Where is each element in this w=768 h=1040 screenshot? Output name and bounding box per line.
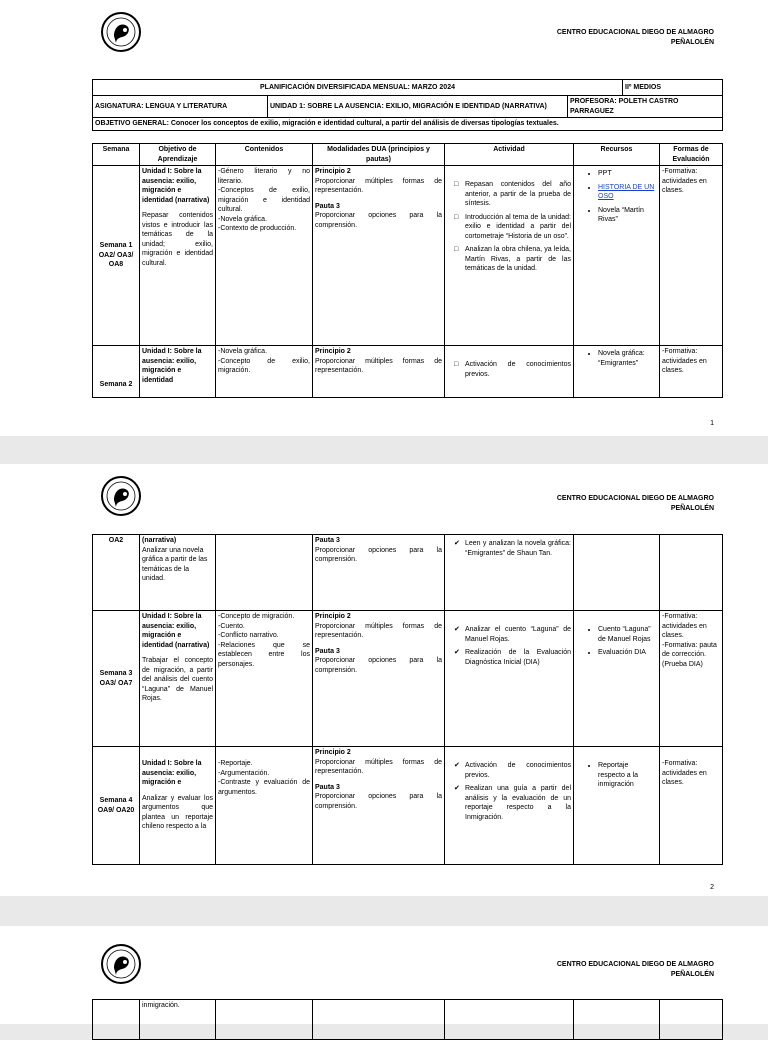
recursos-2-cont-cell [574,535,660,611]
school-name-line2: PEÑALOLÉN [670,39,714,46]
school-name-line2: PEÑALOLÉN [670,971,714,978]
dua-3-cell [313,611,445,747]
teacher-cell: PROFESORA: POLETH CASTRO PARRAGUEZ [568,96,723,118]
recursos-2-cell [574,346,660,398]
plan-title: PLANIFICACIÓN DIVERSIFICADA MENSUAL: MARZO 2024 [93,80,623,96]
school-name [557,960,714,980]
objetivo-2-cell: Unidad I: Sobre la ausencia: exilio, migración e identidad [140,346,216,398]
col-header-actividad: Actividad [445,144,574,166]
dua-pauta-label: Pauta 3 [315,647,340,655]
contenido-item: -Conflicto narrativo. [218,632,279,639]
actividad-2-cell [445,346,574,398]
semana-2-cell: Semana 2 [93,346,140,398]
actividad-item: ✔ Activación de conocimientos previos. [465,761,571,780]
dua-2-cont-cell [313,535,445,611]
semana-2-cont-cell: OA2 [93,535,140,611]
plan-header-table [92,79,723,131]
grade-cell: IIº MEDIOS [623,80,723,96]
historia-de-un-oso-link[interactable]: HISTORIA DE UN OSO [598,183,655,200]
contenido-item: -Novela gráfica. [218,348,268,355]
objetivo-2-cont-cell [140,535,216,611]
recurso-item: • Novela “Martín Rivas” [598,206,657,225]
contenido-item: -Contexto de producción. [218,225,297,232]
col-header-contenidos: Contenidos [216,144,313,166]
school-name-line1: CENTRO EDUCACIONAL DIEGO DE ALMAGRO [556,29,714,36]
page-3 [0,926,768,1024]
objetivo-3-title: Unidad I: Sobre la ausencia: exilio, migración e identidad (narrativa) [142,613,210,649]
plan-table-page2 [92,534,723,865]
actividad-item: ✔ Realización de la Evaluación Diagnóstica Inicial (DIA) [465,648,571,667]
contenido-item: -Novela gráfica. [218,215,268,223]
dua-pauta-text: Proporcionar opciones para la comprensión. [315,546,442,563]
semana-1-cell: Semana 1 OA2/ OA3/ OA8 [93,166,140,346]
contenidos-1-cell [216,166,313,346]
dua-principio-label: Principio 2 [315,749,351,756]
contenido-item: -Contraste y evaluación de argumentos. [218,779,310,796]
contenido-item: -Concepto de exilio, migración. [218,357,310,374]
objetivo-3-cell [140,611,216,747]
contenido-item: -Reportaje. [218,760,253,767]
evaluacion-2-cell: -Formativa: actividades en clases. [660,346,723,398]
objetivo-3-text: Trabajar el concepto de migración, a partir del análisis del cuento “Laguna” de Manuel Rojas. [142,657,213,702]
actividad-3-cell [445,611,574,747]
dua-principio-text: Proporcionar múltiples formas de representación. [315,177,442,194]
actividad-item: □ Introducción al tema de la unidad: exilio e identidad a partir del cortometraje “Historia de un oso”. [465,213,571,242]
objetivo-4-text: Analizar y evaluar los argumentos que plantea un reportaje chileno respecto a la [142,794,213,830]
dua-principio-label: Principio 2 [315,168,351,175]
contenidos-2-cont-cell [216,535,313,611]
dua-pauta-label: Pauta 3 [315,783,340,791]
contenido-item: -Argumentación. [218,769,270,777]
school-name-line1: CENTRO EDUCACIONAL DIEGO DE ALMAGRO [556,961,714,968]
actividad-item: □ Analizan la obra chilena, ya leída, Martín Rivas, a partir de las temáticas de la unidad. [465,245,571,274]
dua-4-cont-cell [313,1000,445,1040]
evaluacion-2-cont-cell [660,535,723,611]
col-header-objetivo: Objetivo de Aprendizaje [140,144,216,166]
actividad-1-cell [445,166,574,346]
contenidos-4-cell [216,747,313,865]
evaluacion-3-cell [660,611,723,747]
dua-pauta-label: Pauta 3 [315,202,340,210]
objetivo-4-title: Unidad I: Sobre la ausencia: exilio, migración e [142,760,202,786]
dua-principio-text: Proporcionar múltiples formas de representación. [315,622,442,639]
recurso-item: • Evaluación DIA [598,648,657,658]
subject-cell: ASIGNATURA: LENGUA Y LITERATURA [93,96,268,118]
actividad-item: ✔ Realizan una guía a partir del análisis y la evaluación de un reportaje respecto a la Inmigración. [465,784,571,822]
page-number-1: 1 [710,420,714,427]
evaluacion-1-cell: -Formativa: actividades en clases. [660,166,723,346]
plan-table-page1 [92,143,723,398]
actividad-item: ✔ Analizar el cuento “Laguna” de Manuel Rojas. [465,625,571,644]
table-row-semana-4-cont [93,1000,723,1040]
semana-4-cont-cell [93,1000,140,1040]
evaluacion-4-cont-cell [660,1000,723,1040]
school-crest-logo [100,10,142,54]
page-1 [0,0,768,436]
semana-4-cell: Semana 4 OA9/ OA20 [93,747,140,865]
table-row-semana-2 [93,346,723,398]
evaluacion-item: -Formativa: pauta de corrección. (Prueba DIA) [662,641,717,668]
semana-3-cell: Semana 3 OA3/ OA7 [93,611,140,747]
plan-table-page3 [92,999,723,1040]
dua-principio-label: Principio 2 [315,348,351,355]
objetivo-4-cont-cell: inmigración. [140,1000,216,1040]
contenido-item: -Concepto de migración. [218,613,295,620]
actividad-item: □ Activación de conocimientos previos. [465,360,571,379]
dua-2-cell [313,346,445,398]
school-crest-logo [100,942,142,986]
school-crest-logo [100,474,142,518]
school-name [557,28,714,48]
table-row-semana-2-cont [93,535,723,611]
table-row-semana-4 [93,747,723,865]
recurso-item: • Reportaje respecto a la inmigración [598,761,657,790]
col-header-evaluacion: Formas de Evaluación [660,144,723,166]
actividad-2-cont-cell [445,535,574,611]
recursos-4-cell [574,747,660,865]
unit-cell: UNIDAD 1: SOBRE LA AUSENCIA: EXILIO, MIGRACIÓN E IDENTIDAD (NARRATIVA) [268,96,568,118]
table-row-semana-1 [93,166,723,346]
page-2 [0,464,768,896]
contenidos-4-cont-cell [216,1000,313,1040]
table-row-semana-3 [93,611,723,747]
recursos-1-cell [574,166,660,346]
col-header-dua: Modalidades DUA (principios y pautas) [313,144,445,166]
actividad-item: ✔ Leen y analizan la novela gráfica: “Emigrantes” de Shaun Tan. [465,539,571,558]
dua-pauta-text: Proporcionar opciones para la comprensión. [315,793,442,810]
recurso-item: • Cuento “Laguna” de Manuel Rojas [598,625,657,644]
school-name [557,494,714,514]
column-header-row [93,144,723,166]
objetivo-1-cell [140,166,216,346]
dua-principio-text: Proporcionar múltiples formas de representación. [315,357,442,374]
recurso-item: • PPT [598,169,657,179]
objetivo-2-cont-title: (narrativa) [142,537,177,544]
col-header-recursos: Recursos [574,144,660,166]
dua-pauta-label: Pauta 3 [315,537,340,544]
col-header-semana: Semana [93,144,140,166]
dua-4-cell [313,747,445,865]
dua-pauta-text: Proporcionar opciones para la comprensión. [315,657,442,674]
dua-principio-text: Proporcionar múltiples formas de representación. [315,758,442,775]
contenido-item: -Cuento. [218,622,245,630]
objetivo-2-cont-text: Analizar una novela gráfica a partir de las temáticas de la unidad. [142,546,208,582]
contenidos-3-cell [216,611,313,747]
dua-1-cell [313,166,445,346]
evaluacion-4-cell: -Formativa: actividades en clases. [660,747,723,865]
page-number-2: 2 [710,884,714,891]
objetivo-1-title: Unidad I: Sobre la ausencia: exilio, migración e identidad (narrativa) [142,168,210,204]
recursos-3-cell [574,611,660,747]
contenido-item: -Conceptos de exilio, migración e identidad cultural. [218,187,310,213]
recursos-4-cont-cell [574,1000,660,1040]
contenido-item: -Relaciones que se establecen entre los personajes. [218,641,310,668]
school-name-line2: PEÑALOLÉN [670,505,714,512]
dua-pauta-text: Proporcionar opciones para la comprensión. [315,212,442,229]
school-name-line1: CENTRO EDUCACIONAL DIEGO DE ALMAGRO [556,495,714,502]
objective-cell: OBJETIVO GENERAL: Conocer los conceptos de exilio, migración e identidad cultural, a partir del análisis de diversas tipologías textuales. [93,118,723,131]
actividad-4-cell [445,747,574,865]
contenido-item: -Género literario y no literario. [218,168,310,185]
evaluacion-item: -Formativa: actividades en clases. [662,613,707,639]
objetivo-4-cell [140,747,216,865]
objetivo-1-text: Repasar contenidos vistos e introducir las temáticas de la unidad; exilio, migración e identidad cultural. [142,212,213,267]
recurso-item: • Novela gráfica: “Emigrantes” [598,349,657,368]
contenidos-2-cell [216,346,313,398]
dua-principio-label: Principio 2 [315,613,351,620]
actividad-item: □ Repasan contenidos del año anterior, a partir de la prueba de síntesis. [465,180,571,209]
actividad-4-cont-cell [445,1000,574,1040]
